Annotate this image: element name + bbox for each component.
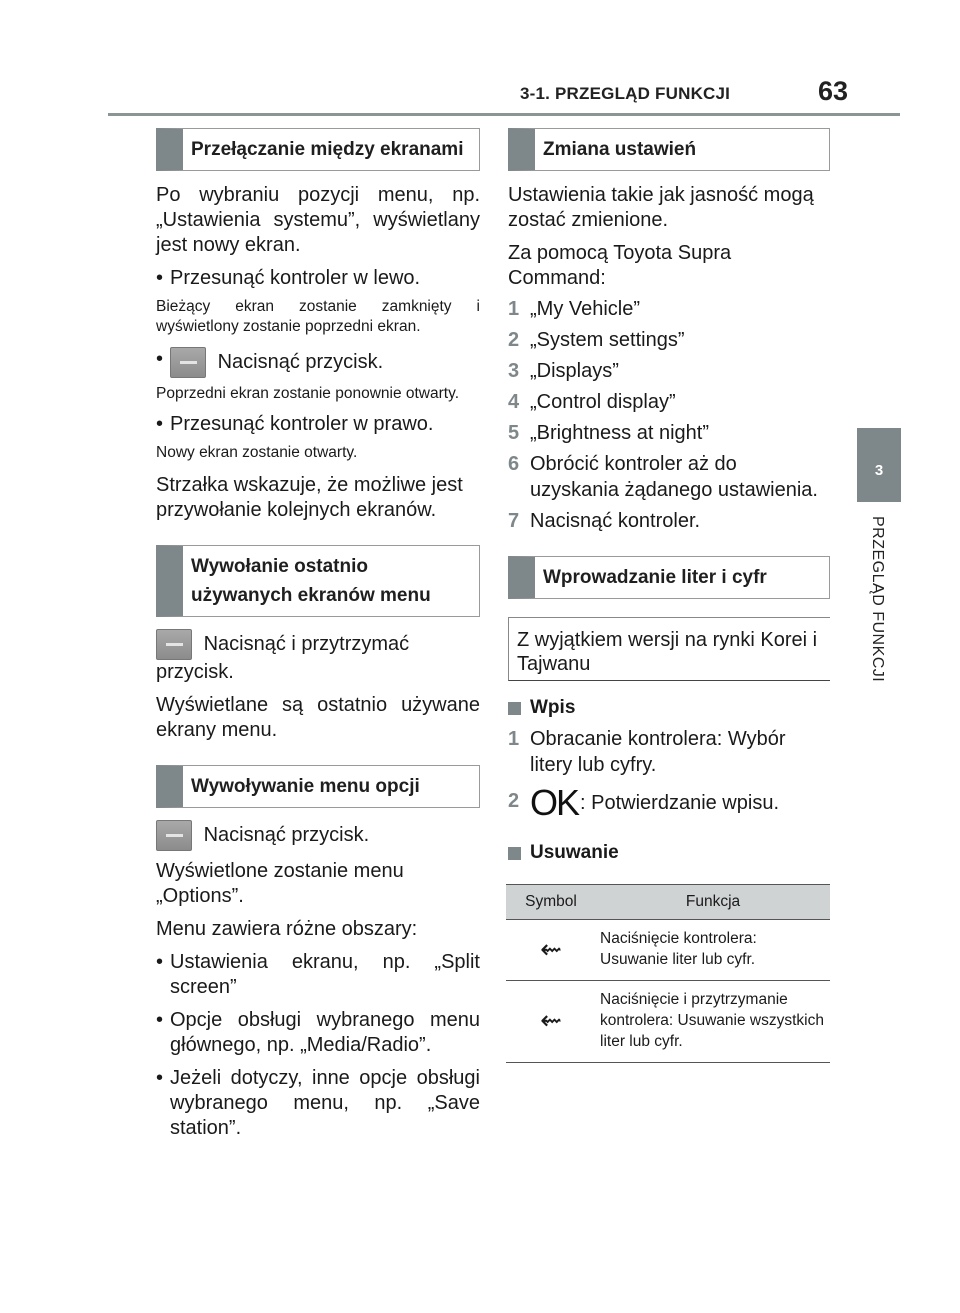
bullet-item: • Przesunąć kontroler w lewo. [156,266,480,291]
step-text: Nacisnąć kontroler. [530,510,701,532]
section-heading-options-menu: Wywoływanie menu opcji [156,765,480,808]
step-number: 1 [508,728,520,750]
page-number: 63 [818,76,849,106]
step-number: 1 [508,298,520,320]
delete-arrow-icon: ⇜ [506,920,596,981]
step [508,327,830,353]
step-text: „Displays” [530,360,619,382]
step-text: Obracanie kontrolera: Wybór litery lub cyfry. [530,728,786,776]
back-button-icon [156,629,192,660]
note: Poprzedni ekran zostanie ponownie otwarty. [156,385,459,402]
section-heading-enter-letters: Wprowadzanie liter i cyfr [508,556,830,599]
step-text: „Control display” [530,391,676,413]
table-header-function: Funkcja [596,885,830,920]
square-bullet-icon [508,702,521,715]
paragraph: Za pomocą Toyota Supra Command: [508,242,732,289]
header-rule [108,113,900,116]
step [508,508,830,534]
table-header-row [506,885,830,920]
step-number: 3 [508,360,520,382]
paragraph-text: Nacisnąć i przytrzymać przycisk. [156,632,410,683]
step [508,389,830,415]
option-button-icon [156,820,192,851]
step-number: 6 [508,453,520,475]
step [508,358,830,384]
bullet-item: • Jeżeli dotyczy, inne opcje obsługi wybranego menu, np. „Save station”. [156,1066,480,1141]
step [508,296,830,322]
section-heading-change-settings: Zmiana ustawień [508,128,830,171]
bullet-item: • Przesunąć kontroler w prawo. [156,412,480,437]
paragraph: Wyświetlane są ostatnio używane ekrany menu. [156,694,480,741]
step-text: „System settings” [530,329,685,351]
step-number: 7 [508,510,520,532]
paragraph-option-button [156,820,480,851]
step [508,451,830,503]
bullet-text: Nacisnąć przycisk. [217,350,384,373]
bullet-item-back-button [156,347,480,378]
subheading-usuwanie [508,840,830,866]
square-bullet-icon [508,847,521,860]
table-row [506,920,830,981]
step-text: Obrócić kontroler aż do uzyskania żądanego ustawienia. [530,453,818,501]
paragraph-text: Nacisnąć przycisk. [203,823,370,846]
table-cell-function: Naciśnięcie kontrolera: Usuwanie liter lub cyfr. [596,920,830,981]
table-row [506,981,830,1063]
step-text: : Potwierdzanie wpisu. [580,792,779,814]
subheading-text: Wpis [530,697,576,718]
note: Nowy ekran zostanie otwarty. [156,444,358,461]
paragraph-back-hold [156,629,480,685]
left-column [156,128,480,1141]
right-column [508,128,830,1063]
subheading-text: Usuwanie [530,842,619,863]
section-heading-switching-screens: Przełączanie między ekranami [156,128,480,171]
running-head: 3-1. PRZEGLĄD FUNKCJI [520,84,731,103]
step-number: 5 [508,422,520,444]
market-note: Z wyjątkiem wersji na rynki Korei i Tajwanu [508,617,830,681]
delete-arrow-icon: ⇜ [506,981,596,1063]
symbol-table [506,884,830,1063]
paragraph: Menu zawiera różne obszary: [156,918,418,940]
note: Bieżący ekran zostanie zamknięty i wyświetlony zostanie poprzedni ekran. [156,298,480,335]
paragraph: Po wybraniu pozycji menu, np. „Ustawienia systemu”, wyświetlany jest nowy ekran. [156,184,480,256]
step [508,726,830,778]
step-number: 2 [508,329,520,351]
paragraph: Strzałka wskazuje, że możliwe jest przywołanie kolejnych ekranów. [156,474,463,521]
bullet-item: • Ustawienia ekranu, np. „Split screen” [156,950,480,1000]
subheading-wpis [508,695,830,721]
step-ok [508,782,830,823]
ok-icon: OK [530,782,579,823]
step-number: 4 [508,391,520,413]
chapter-tab: 3 [857,428,901,502]
paragraph: Wyświetlone zostanie menu „Options”. [156,860,404,907]
section-heading-recent-menus: Wywołanie ostatnio używanych ekranów menu [156,545,480,617]
step-text: „My Vehicle” [530,298,641,320]
chapter-tab-label: PRZEGLĄD FUNKCJI [869,516,886,683]
table-header-symbol: Symbol [506,885,596,920]
bullet-item: • Opcje obsługi wybranego menu głównego, np. „Media/Radio”. [156,1008,480,1058]
step [508,420,830,446]
back-button-icon [170,347,206,378]
step-text: „Brightness at night” [530,422,709,444]
table-cell-function: Naciśnięcie i przytrzymanie kontrolera: Usuwanie wszystkich liter lub cyfr. [596,981,830,1063]
paragraph: Ustawienia takie jak jasność mogą zostać zmienione. [508,184,814,231]
step-number: 2 [508,790,520,812]
